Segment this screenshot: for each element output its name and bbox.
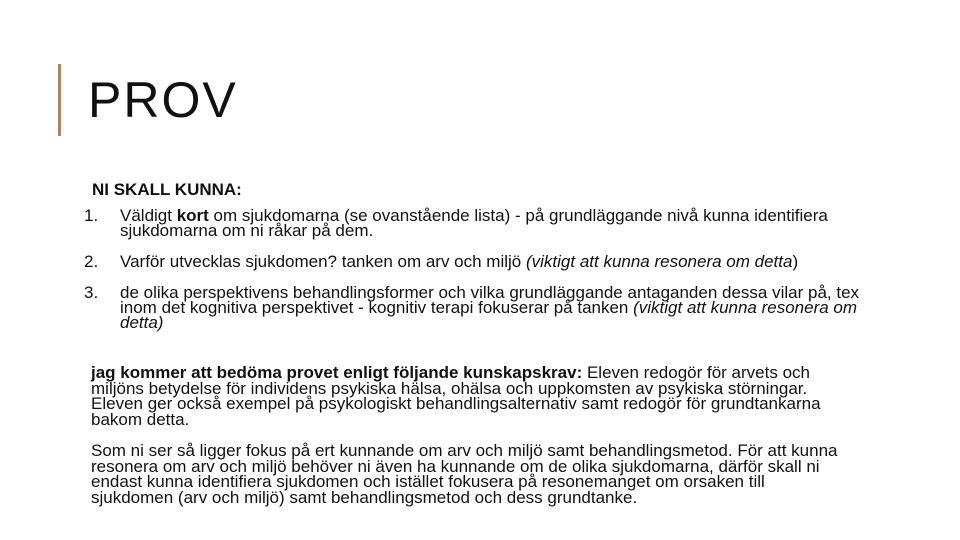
list-item <box>84 208 864 238</box>
list-item-bold-text: kort <box>176 206 209 225</box>
list-item-text: om sjukdomarna (se ovanstående lista) - på grundläggande nivå kunna identifiera sjukdomarna om ni råkar på dem. <box>120 206 828 240</box>
slide-subtitle: NI SKALL KUNNA: <box>92 180 242 199</box>
list-item-number: 1. <box>84 206 99 225</box>
list-item-text: Väldigt <box>120 206 177 225</box>
title-accent-bar <box>58 64 61 136</box>
list-item-text: Varför utvecklas sjukdomen? tanken om arv och miljö <box>120 252 526 271</box>
list-item-italic-text: (viktigt att kunna resonera om detta <box>525 252 793 271</box>
list-item-italic-text: (viktigt att kunna resonera om detta) <box>120 298 858 332</box>
list-item-text: de olika perspektivens behandlingsformer och vilka grundläggande antaganden dessa vilar på, tex inom det kognitiva perspektivet - kognitiv terapi fokuserar på tanken <box>120 283 860 317</box>
list-item-number: 2. <box>84 252 99 271</box>
list-item <box>84 285 864 330</box>
assessment-text: Eleven redogör för arvets och miljöns betydelse för individens psykiska hälsa, ohälsa och uppkomsten av psykiska störningar. Eleven ger också exempel på psykologiskt behandlingsalternativ samt redogör för grundtankarna bakom detta. <box>91 363 821 429</box>
list-item <box>84 254 864 269</box>
requirements-list <box>84 208 864 330</box>
assessment-lead: jag kommer att bedöma provet enligt följande kunskapskrav: <box>91 363 583 382</box>
slide-title: PROV <box>88 72 238 128</box>
assessment-paragraph <box>91 365 851 427</box>
list-item-number: 3. <box>84 283 99 302</box>
list-item-text: ) <box>792 252 799 271</box>
focus-paragraph: Som ni ser så ligger fokus på ert kunnande om arv och miljö samt behandlingsmetod. För att kunna resonera om arv och miljö behöver ni även ha kunnande om de olika sjukdomarna, därför skall ni endast kunna identifiera sjukdomen och istället fokusera på resonemanget om orsaken till sjukdomen (arv och miljö) samt behandlingsmetod och dess grundtanke. <box>91 441 838 507</box>
